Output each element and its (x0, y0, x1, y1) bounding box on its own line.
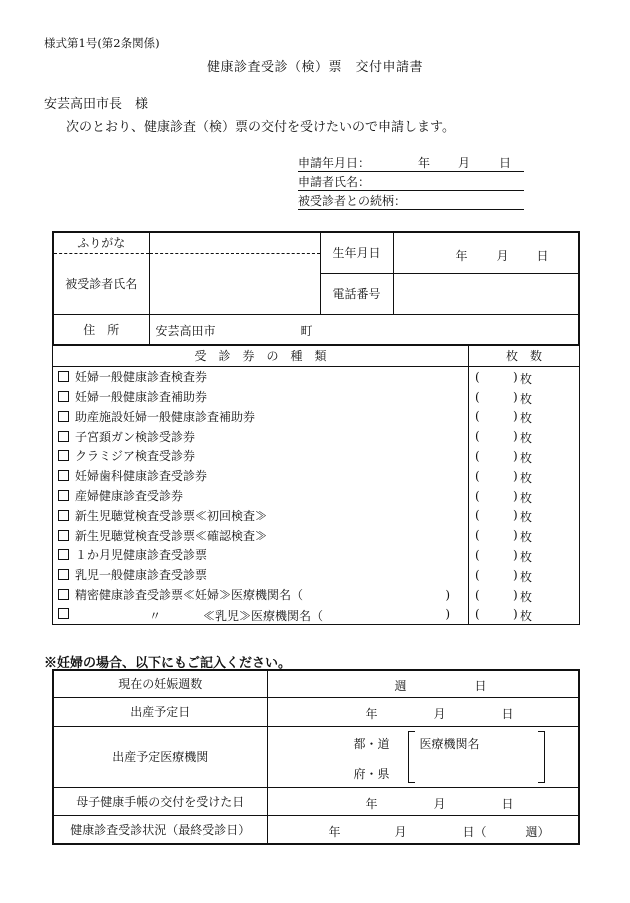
count-close-paren: ) (513, 607, 518, 622)
count-unit: 枚 (520, 450, 533, 465)
count-open-paren: ( (475, 389, 480, 404)
ticket-row (53, 426, 580, 446)
ticket-label: 新生児聴覚検査受診票≪確認検査≫ (75, 528, 268, 543)
checkup-status-input[interactable] (267, 815, 579, 844)
count-unit: 枚 (520, 431, 533, 446)
ticket-count-input[interactable] (469, 525, 580, 545)
ticket-row (53, 486, 580, 506)
ticket-row (53, 545, 580, 565)
ticket-count-input[interactable] (469, 505, 580, 525)
ticket-checkbox[interactable] (58, 411, 69, 422)
ticket-row (53, 604, 580, 624)
ticket-count-input[interactable] (469, 366, 580, 386)
count-open-paren: ( (475, 567, 480, 582)
prefecture-option-1: 都・道 (353, 736, 390, 751)
ditto-mark: 〃 (149, 609, 162, 624)
ticket-count-input[interactable] (469, 545, 580, 565)
handbook-date-input[interactable] (267, 787, 579, 815)
count-close-paren: ) (513, 468, 518, 483)
birthdate-label: 生年月日 (320, 232, 393, 273)
ticket-row (53, 406, 580, 426)
ticket-label-cell (53, 466, 469, 486)
paren-close: ) (445, 587, 450, 602)
handbook-day-unit: 日 (501, 796, 514, 811)
handbook-year-unit: 年 (365, 796, 378, 811)
count-unit: 枚 (520, 371, 533, 386)
count-close-paren: ) (513, 508, 518, 523)
count-close-paren: ) (513, 389, 518, 404)
facility-name-label: 医療機関名 (419, 736, 480, 751)
count-unit: 枚 (520, 411, 533, 426)
pregnancy-note: ※妊婦の場合、以下にもご記入ください。 (44, 656, 292, 671)
applicant-name-field[interactable] (298, 173, 524, 191)
birth-year-unit: 年 (455, 249, 468, 263)
birth-day-unit: 日 (536, 249, 549, 263)
birthdate-input[interactable] (393, 232, 579, 273)
ticket-label: 助産施設妊婦一般健康診査補助券 (75, 409, 256, 424)
patient-name-label: 被受診者氏名 (53, 253, 149, 314)
ticket-label-cell (53, 406, 469, 426)
ticket-checkbox[interactable] (58, 371, 69, 382)
week-unit: 週 (394, 679, 407, 693)
checkup-month-unit: 月 (394, 824, 407, 839)
count-open-paren: ( (475, 607, 480, 622)
count-unit: 枚 (520, 530, 533, 545)
ticket-label: 乳児一般健康診査受診票 (75, 568, 208, 583)
ticket-checkbox[interactable] (58, 549, 69, 560)
ticket-label: １か月児健康診査受診票 (75, 548, 208, 563)
furigana-label: ふりがな (53, 232, 149, 253)
ticket-checkbox[interactable] (58, 470, 69, 481)
facility-label: 出産予定医療機関 (53, 726, 267, 787)
count-close-paren: ) (513, 488, 518, 503)
relation-field[interactable] (298, 192, 524, 210)
count-unit: 枚 (520, 609, 533, 624)
ticket-row (53, 446, 580, 466)
count-close-paren: ) (513, 409, 518, 424)
pregnancy-weeks-label: 現在の妊娠週数 (53, 670, 267, 697)
count-unit: 枚 (520, 391, 533, 406)
count-close-paren: ) (513, 448, 518, 463)
ticket-row (53, 525, 580, 545)
address-label: 住 所 (53, 314, 149, 345)
ticket-count-input[interactable] (469, 466, 580, 486)
due-year-unit: 年 (365, 706, 378, 721)
page-title: 健康診査受診（検）票 交付申請書 (206, 60, 423, 75)
address-city: 安芸高田市 (155, 323, 216, 338)
count-close-paren: ) (513, 587, 518, 602)
ticket-row (53, 387, 580, 407)
address-town-unit: 町 (300, 323, 313, 338)
ticket-row (53, 565, 580, 585)
ticket-row (53, 505, 580, 525)
ticket-checkbox[interactable] (58, 510, 69, 521)
count-open-paren: ( (475, 369, 480, 384)
count-open-paren: ( (475, 429, 480, 444)
ticket-label: 妊婦一般健康診査補助券 (75, 389, 208, 404)
count-open-paren: ( (475, 547, 480, 562)
count-close-paren: ) (513, 369, 518, 384)
count-close-paren: ) (513, 528, 518, 543)
count-unit: 枚 (520, 569, 533, 584)
ticket-checkbox[interactable] (58, 431, 69, 442)
application-month-unit: 月 (458, 156, 471, 170)
facility-input[interactable] (267, 726, 579, 787)
count-open-paren: ( (475, 409, 480, 424)
count-unit: 枚 (520, 589, 533, 604)
ticket-count-input[interactable] (469, 406, 580, 426)
ticket-label: クラミジア検査受診券 (75, 449, 196, 464)
ticket-label-cell (53, 545, 469, 565)
birth-month-unit: 月 (496, 249, 509, 263)
count-open-paren: ( (475, 528, 480, 543)
due-date-label: 出産予定日 (53, 697, 267, 726)
ticket-checkbox[interactable] (58, 608, 69, 619)
ticket-count-input[interactable] (469, 604, 580, 624)
count-close-paren: ) (513, 547, 518, 562)
phone-label: 電話番号 (320, 273, 393, 314)
paren-close: ) (445, 607, 450, 622)
intro-text: 次のとおり、健康診査（検）票の交付を受けたいので申請します。 (66, 120, 455, 135)
applicant-name-label: 申請者氏名： (298, 175, 371, 189)
ticket-label: 新生児聴覚検査受診票≪初回検査≫ (75, 508, 268, 523)
ticket-checkbox[interactable] (58, 569, 69, 580)
ticket-count-header: 枚 数 (469, 346, 580, 366)
handbook-date-label: 母子健康手帳の交付を受けた日 (53, 787, 267, 815)
ticket-checkbox[interactable] (58, 530, 69, 541)
count-open-paren: ( (475, 488, 480, 503)
ticket-count-input[interactable] (469, 486, 580, 506)
bracket-left (408, 731, 415, 783)
ticket-label: ≪乳児≫医療機関名（ (203, 609, 324, 624)
count-close-paren: ) (513, 429, 518, 444)
checkup-week-close: 週） (525, 824, 550, 839)
ticket-count-input[interactable] (469, 426, 580, 446)
ticket-label-cell (53, 585, 469, 605)
checkup-year-unit: 年 (328, 824, 341, 839)
ticket-label-cell (53, 604, 469, 624)
form-number: 様式第1号(第2条関係) (44, 36, 160, 50)
count-open-paren: ( (475, 468, 480, 483)
ticket-label-cell (53, 505, 469, 525)
due-month-unit: 月 (433, 706, 446, 721)
ticket-count-input[interactable] (469, 387, 580, 407)
handbook-month-unit: 月 (433, 796, 446, 811)
application-year-unit: 年 (418, 156, 431, 170)
count-close-paren: ) (513, 567, 518, 582)
ticket-checkbox[interactable] (58, 589, 69, 600)
day-unit: 日 (474, 679, 487, 693)
ticket-label-cell (53, 565, 469, 585)
ticket-label-cell (53, 486, 469, 506)
ticket-label-cell (53, 446, 469, 466)
ticket-label-cell (53, 426, 469, 446)
due-day-unit: 日 (501, 706, 514, 721)
application-date-field[interactable] (298, 154, 524, 172)
count-unit: 枚 (520, 490, 533, 505)
ticket-label-cell (53, 525, 469, 545)
ticket-count-input[interactable] (469, 565, 580, 585)
count-open-paren: ( (475, 448, 480, 463)
ticket-type-header: 受 診 券 の 種 類 (53, 346, 469, 366)
addressee: 安芸高田市長 様 (44, 97, 149, 112)
ticket-row (53, 466, 580, 486)
furigana-input[interactable] (149, 232, 320, 253)
checkup-day-paren: 日（ (462, 824, 487, 839)
patient-name-input[interactable] (149, 253, 320, 314)
prefecture-option-2: 府・県 (353, 766, 390, 781)
count-unit: 枚 (520, 549, 533, 564)
ticket-checkbox[interactable] (58, 391, 69, 402)
count-unit: 枚 (520, 510, 533, 525)
ticket-label: 妊婦歯科健康診査受診券 (75, 469, 208, 484)
ticket-checkbox[interactable] (58, 490, 69, 501)
application-day-unit: 日 (499, 156, 512, 170)
count-unit: 枚 (520, 470, 533, 485)
ticket-label-cell (53, 387, 469, 407)
pregnancy-table (52, 669, 580, 845)
relation-label: 被受診者との続柄： (298, 194, 407, 208)
ticket-label-cell (53, 366, 469, 386)
ticket-label: 精密健康診査受診票≪妊婦≫医療機関名（ (75, 587, 304, 602)
bracket-right (538, 731, 545, 783)
ticket-label: 妊婦一般健康診査検査券 (75, 370, 208, 385)
ticket-count-input[interactable] (469, 446, 580, 466)
ticket-label: 子宮頚ガン検診受診券 (75, 429, 196, 444)
count-open-paren: ( (475, 587, 480, 602)
ticket-label: 産婦健康診査受診券 (75, 488, 184, 503)
ticket-row (53, 366, 580, 386)
due-date-input[interactable] (267, 697, 579, 726)
patient-info-table (52, 231, 580, 346)
count-open-paren: ( (475, 508, 480, 523)
ticket-checkbox[interactable] (58, 450, 69, 461)
application-date-label: 申請年月日： (298, 156, 371, 170)
checkup-status-label: 健康診査受診状況（最終受診日） (53, 815, 267, 844)
ticket-row (53, 585, 580, 605)
address-input[interactable] (149, 314, 579, 345)
phone-input[interactable] (393, 273, 579, 314)
tickets-table (52, 346, 580, 625)
ticket-count-input[interactable] (469, 585, 580, 605)
pregnancy-weeks-input[interactable] (267, 670, 579, 697)
